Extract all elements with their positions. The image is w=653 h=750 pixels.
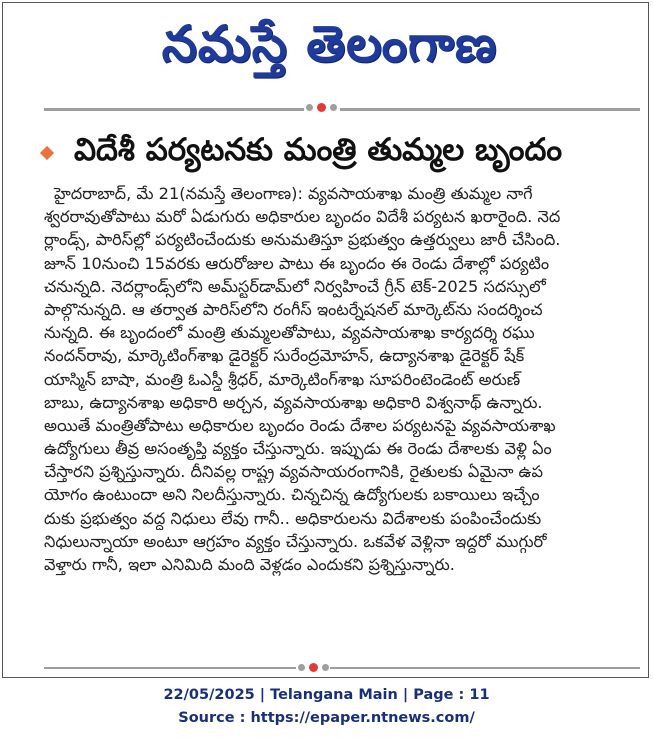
article-headline: విదేశీ పర్యటనకు మంత్రి తుమ్మల బృందం bbox=[74, 131, 563, 168]
divider-dot-accent bbox=[317, 103, 326, 112]
edition-info: 22/05/2025 | Telangana Main | Page : 11 bbox=[163, 687, 490, 703]
top-divider-right bbox=[340, 108, 640, 111]
bottom-divider-right bbox=[330, 667, 640, 669]
newspaper-logo: నమస్తే తెలంగాణ bbox=[161, 14, 498, 73]
masthead bbox=[3, 15, 653, 85]
article-line: ర్లాండ్స్, పారిస్‌ల్లో పర్యటించేందుకు అనుమతిస్తూ ప్రభుత్వం ఉత్తర్వులు జారీ చేసింది. bbox=[44, 230, 561, 250]
article-line: జూన్ 10నుంచి 15వరకు ఆరురోజుల పాటు ఈ బృందం ఈ రెండు దేశాల్లో పర్యటిం bbox=[44, 253, 550, 273]
article-line: నందన్‌రావు, మార్కెటింగ్‌శాఖ డైరెక్టర్ సురేంద్రమోహన్, ఉద్యానశాఖ డైరెక్టర్ షేక్ bbox=[44, 346, 525, 366]
divider-dot-accent bbox=[309, 663, 318, 672]
divider-dots bbox=[306, 103, 337, 112]
article-line: బాబు, ఉద్యానశాఖ అధికారి అర్చన, వ్యవసాయశాఖ అధికారి విశ్వనాథ్ ఉన్నారు. bbox=[44, 392, 543, 412]
diamond-bullet-icon bbox=[40, 146, 54, 160]
article-line: చేస్తారని ప్రశ్నిస్తున్నారు. దీనివల్ల రాష్ట్ర వ్యవసాయరంగానికి, రైతులకు ఏమైనా ఉప bbox=[44, 462, 543, 482]
article-line: నిధులున్నాయా అంటూ ఆగ్రహం వ్యక్తం చేస్తున్నారు. ఒకవేళ వెళ్లినా ఇద్దరో ముగ్గురో bbox=[44, 531, 547, 551]
bottom-divider-left bbox=[44, 667, 296, 669]
top-divider-left bbox=[44, 108, 304, 111]
article-line: అయితే మంత్రితోపాటు అధికారుల బృందం రెండు దేశాల పర్యటనపై వ్యవసాయశాఖ bbox=[44, 415, 556, 435]
divider-dot bbox=[330, 104, 337, 111]
source-link[interactable]: Source : https://epaper.ntnews.com/ bbox=[178, 710, 475, 726]
article-line: నున్నది. ఈ బృందంలో మంత్రి తుమ్మలతోపాటు, వ్యవసాయశాఖ కార్యదర్శి రఘు bbox=[44, 323, 535, 343]
article-line: వెళ్తారు గానీ, ఇలా ఎనిమిది మంది వెళ్లడం ఎందుకని ప్రశ్నిస్తున్నారు. bbox=[44, 555, 455, 574]
article-line: హైదరాబాద్, మే 21(నమస్తే తెలంగాణ): వ్యవసాయశాఖ మంత్రి తుమ్మల నాగే bbox=[54, 184, 533, 203]
article-line: యాస్మిన్ బాషా, మంత్రి ఓఎస్డీ శ్రీధర్, మార్కెటింగ్‌శాఖ సూపరింటెండెంట్ అరుణ్ bbox=[44, 369, 521, 389]
article-line: ఉద్యోగులు తీవ్ర అసంతృప్తి వ్యక్తం చేస్తున్నారు. ఇప్పుడు ఈ రెండు దేశాలకు వెళ్లి ఏం bbox=[44, 439, 552, 459]
article-line: పాల్గొనున్నది. ఆ తర్వాత పారిస్‌లోని రంగీస్ ఇంటర్నేషనల్ మార్కెట్‌ను సందర్శించ bbox=[44, 299, 543, 319]
divider-dot bbox=[322, 664, 329, 671]
headline-row bbox=[40, 128, 640, 178]
bottom-divider-dots bbox=[298, 663, 329, 672]
article-body bbox=[44, 182, 644, 576]
divider-dot bbox=[298, 664, 305, 671]
article-line: యోగం ఉంటుందా అని నిలదీస్తున్నారు. చిన్నచిన్న ఉద్యోగులకు బకాయిలు ఇచ్చేం bbox=[44, 485, 540, 505]
article-line: శ్వరరావుతోపాటు మరో ఏడుగురు అధికారుల బృందం విదేశీ పర్యటన ఖరారైంది. నెద bbox=[44, 207, 561, 227]
article-line: చనున్నది. నెదర్లాండ్స్‌లోని అమ్‌స్టర్‌డామ్‌లో నిర్వహించే గ్రీన్ టెక్-2025 సదస్సులో bbox=[44, 276, 546, 296]
article-line: దుకు ప్రభుత్వం వద్ద నిధులు లేవు గానీ.. అధికారులను విదేశాలకు పంపించేందుకు bbox=[44, 508, 542, 528]
divider-dot bbox=[306, 104, 313, 111]
